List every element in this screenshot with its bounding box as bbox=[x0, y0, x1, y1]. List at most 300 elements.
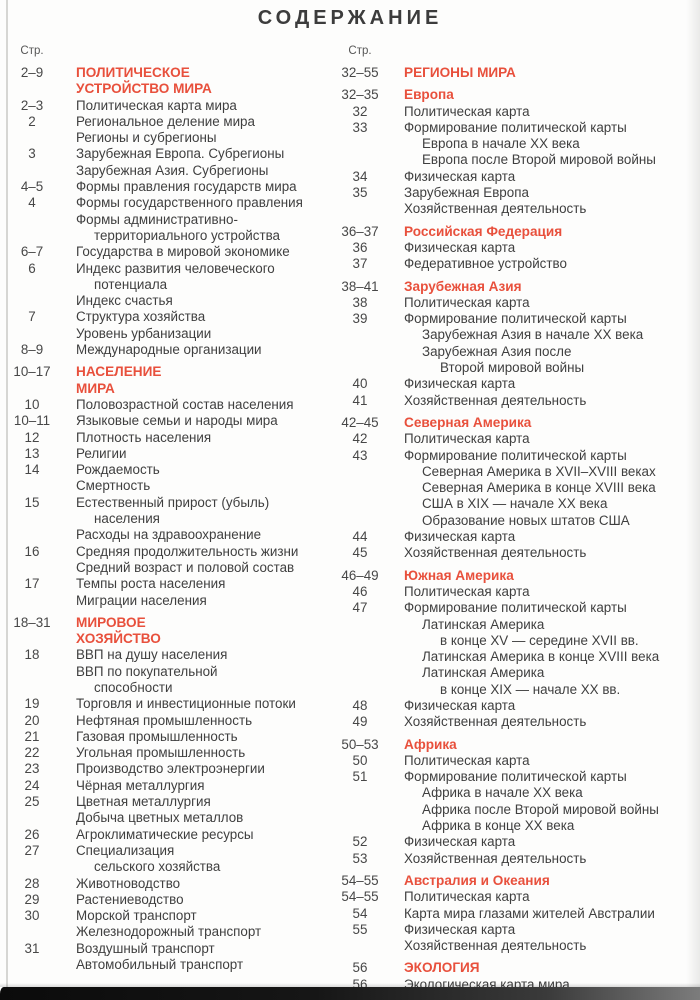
toc-entry bbox=[336, 698, 700, 714]
entry-page-number: 49 bbox=[352, 714, 368, 730]
entry-title: ВВП на душу населения bbox=[76, 647, 228, 663]
entry-title: территориального устройства bbox=[94, 227, 280, 243]
entry-page-number: 30 bbox=[24, 908, 40, 924]
entry-page-number: 28 bbox=[24, 875, 40, 891]
toc-entry bbox=[8, 892, 330, 908]
entry-title: Хозяйственная деятельность bbox=[404, 714, 587, 730]
toc-entry bbox=[8, 179, 330, 195]
toc-entry bbox=[8, 511, 330, 527]
toc-entry bbox=[8, 647, 330, 663]
entry-page-number: 36 bbox=[352, 239, 368, 255]
section-page-range: 54–55 bbox=[341, 872, 379, 888]
toc-entry bbox=[8, 244, 330, 260]
toc-column-right bbox=[330, 43, 700, 993]
entry-page-number: 51 bbox=[352, 769, 368, 785]
page-left-edge bbox=[6, 0, 8, 987]
entry-title: Нефтяная промышленность bbox=[76, 712, 253, 728]
toc-entry bbox=[336, 529, 700, 545]
toc-section-entries bbox=[336, 295, 700, 409]
entry-title: Федеративное устройство bbox=[404, 256, 567, 272]
entry-page-number: 27 bbox=[24, 842, 40, 858]
toc-entry bbox=[8, 761, 330, 777]
entry-title: Естественный прирост (убыль) bbox=[76, 494, 270, 510]
entry-page-number: 14 bbox=[24, 462, 40, 478]
entry-title: Физическая карта bbox=[404, 168, 516, 184]
toc-entry bbox=[8, 593, 330, 609]
toc-entry bbox=[336, 201, 700, 217]
toc-sections-right bbox=[336, 59, 700, 993]
section-page-range: 42–45 bbox=[341, 414, 379, 430]
entry-title: Физическая карта bbox=[404, 529, 516, 545]
toc-entry bbox=[336, 376, 700, 392]
entry-page-number: 3 bbox=[28, 146, 36, 162]
entry-title: в конце XIX — начале XX вв. bbox=[440, 681, 621, 697]
entry-title: Регионы и субрегионы bbox=[76, 130, 217, 146]
entry-page-number: 29 bbox=[24, 891, 40, 907]
toc-entry bbox=[336, 136, 700, 152]
entry-title: Языковые семьи и народы мира bbox=[76, 413, 278, 429]
toc-entry bbox=[336, 753, 700, 769]
entry-page-number: 35 bbox=[352, 185, 368, 201]
toc-entry bbox=[8, 924, 330, 940]
entry-page-number: 55 bbox=[352, 921, 368, 937]
entry-title: Африка после Второй мировой войны bbox=[422, 801, 659, 817]
toc-entry bbox=[336, 649, 700, 665]
entry-title: США в XIX — начале XX века bbox=[422, 496, 608, 512]
section-title bbox=[384, 415, 700, 431]
toc-entry bbox=[8, 876, 330, 892]
section-page-range: 50–53 bbox=[341, 736, 379, 752]
entry-title: Индекс счастья bbox=[76, 293, 173, 309]
toc-section-entries bbox=[336, 431, 700, 561]
toc-section-entries bbox=[336, 889, 700, 954]
section-page-range: 38–41 bbox=[341, 278, 379, 294]
entry-title: Животноводство bbox=[76, 875, 181, 891]
toc-entry bbox=[336, 545, 700, 561]
section-title-line: ХОЗЯЙСТВО bbox=[76, 631, 161, 647]
page-right-edge-shadow bbox=[686, 0, 700, 987]
entry-page-number: 15 bbox=[24, 494, 40, 510]
entry-page-number: 10–11 bbox=[13, 413, 51, 429]
toc-entry bbox=[8, 664, 330, 680]
page-title: СОДЕРЖАНИЕ bbox=[257, 7, 443, 29]
toc-entry bbox=[336, 714, 700, 730]
entry-title: Зарубежная Европа bbox=[404, 185, 529, 201]
toc-entry bbox=[336, 431, 700, 447]
toc-section-header bbox=[336, 224, 700, 240]
toc-section-header bbox=[336, 737, 700, 753]
toc-entry bbox=[336, 600, 700, 616]
section-title bbox=[384, 568, 700, 584]
entry-title: Европа в начале XX века bbox=[422, 136, 580, 152]
entry-title: в конце XV — середине XVII вв. bbox=[440, 632, 639, 648]
toc-column-left bbox=[8, 43, 330, 993]
toc-entry bbox=[8, 446, 330, 462]
entry-page-number: 8–9 bbox=[20, 342, 44, 358]
entry-title: Формирование политической карты bbox=[404, 769, 627, 785]
toc-section-entries bbox=[336, 753, 700, 867]
entry-title: Формы административно- bbox=[76, 211, 238, 227]
entry-title: сельского хозяйства bbox=[94, 859, 221, 875]
entry-title: Плотность населения bbox=[76, 429, 212, 445]
section-page-range: 56 bbox=[352, 960, 368, 976]
toc-entry bbox=[8, 527, 330, 543]
toc-entry bbox=[336, 344, 700, 360]
toc-entry bbox=[8, 957, 330, 973]
toc-entry bbox=[8, 941, 330, 957]
toc-section-header bbox=[336, 87, 700, 103]
entry-title: ВВП по покупательной bbox=[76, 663, 218, 679]
toc-entry bbox=[8, 228, 330, 244]
toc-entry bbox=[8, 114, 330, 130]
toc-section-entries bbox=[336, 104, 700, 218]
section-title-line: УСТРОЙСТВО МИРА bbox=[76, 81, 212, 97]
section-title bbox=[384, 960, 700, 976]
entry-title: Политическая карта bbox=[404, 294, 530, 310]
section-title-line: ЭКОЛОГИЯ bbox=[404, 960, 480, 976]
toc-section-header bbox=[8, 65, 330, 98]
entry-title: Физическая карта bbox=[404, 697, 516, 713]
toc-entry bbox=[8, 560, 330, 576]
toc-section-header bbox=[336, 873, 700, 889]
entry-page-number: 12 bbox=[24, 429, 40, 445]
toc-entry bbox=[8, 544, 330, 560]
toc-entry bbox=[336, 785, 700, 801]
toc-section bbox=[8, 65, 330, 358]
toc-entry bbox=[336, 311, 700, 327]
entry-title: Структура хозяйства bbox=[76, 309, 206, 325]
toc-entry bbox=[8, 495, 330, 511]
entry-page-number: 24 bbox=[24, 777, 40, 793]
entry-title: Железнодорожный транспорт bbox=[76, 924, 262, 940]
toc-entry bbox=[8, 342, 330, 358]
entry-page-number: 34 bbox=[352, 168, 368, 184]
entry-page-number: 20 bbox=[24, 712, 40, 728]
section-title-line: Российская Федерация bbox=[404, 223, 563, 239]
entry-title: способности bbox=[94, 679, 173, 695]
toc-section bbox=[8, 364, 330, 608]
toc-entry bbox=[336, 851, 700, 867]
entry-page-number: 47 bbox=[352, 600, 368, 616]
section-title-line: МИРОВОЕ bbox=[76, 614, 146, 630]
entry-title: Формирование политической карты bbox=[404, 447, 627, 463]
section-title bbox=[384, 873, 700, 889]
toc-entry bbox=[336, 889, 700, 905]
toc-section-header bbox=[8, 615, 330, 648]
entry-title: Хозяйственная деятельность bbox=[404, 850, 587, 866]
entry-title: Растениеводство bbox=[76, 891, 184, 907]
entry-page-number: 37 bbox=[352, 256, 368, 272]
section-page-range: 2–9 bbox=[20, 65, 44, 80]
entry-title: Расходы на здравоохранение bbox=[76, 527, 262, 543]
entry-title: Политическая карта bbox=[404, 583, 530, 599]
entry-title: Формирование политической карты bbox=[404, 600, 627, 616]
toc-entry bbox=[336, 496, 700, 512]
entry-title: Африка в начале XX века bbox=[422, 785, 583, 801]
toc-section bbox=[8, 615, 330, 974]
toc-entry bbox=[336, 185, 700, 201]
toc-entry bbox=[336, 682, 700, 698]
section-title-line: Европа bbox=[404, 87, 454, 103]
entry-title: Политическая карта bbox=[404, 431, 530, 447]
entry-title: Физическая карта bbox=[404, 239, 516, 255]
entry-title: Формы государственного правления bbox=[76, 195, 303, 211]
toc-section bbox=[336, 65, 700, 81]
section-title bbox=[56, 615, 330, 648]
section-page-range: 10–17 bbox=[13, 364, 51, 380]
entry-page-number: 33 bbox=[352, 119, 368, 135]
entry-title: Торговля и инвестиционные потоки bbox=[76, 696, 296, 712]
entry-title: Воздушный транспорт bbox=[76, 940, 215, 956]
entry-title: Зарубежная Европа. Субрегионы bbox=[76, 146, 285, 162]
entry-title: Региональное деление мира bbox=[76, 113, 255, 129]
entry-page-number: 22 bbox=[24, 745, 40, 761]
entry-title: Уровень урбанизации bbox=[76, 325, 212, 341]
toc-entry bbox=[8, 146, 330, 162]
toc-entry bbox=[336, 169, 700, 185]
section-title-line: МИРА bbox=[76, 380, 115, 396]
toc-entry bbox=[8, 462, 330, 478]
entry-title: Политическая карта bbox=[404, 103, 530, 119]
entry-page-number: 2 bbox=[28, 113, 36, 129]
section-title-line: Северная Америка bbox=[404, 414, 532, 430]
toc-section bbox=[336, 737, 700, 867]
section-page-range: 32–35 bbox=[341, 87, 379, 103]
entry-title: Газовая промышленность bbox=[76, 728, 238, 744]
section-title-line: ПОЛИТИЧЕСКОЕ bbox=[76, 65, 190, 80]
section-title bbox=[384, 65, 700, 81]
entry-title: Политическая карта bbox=[404, 752, 530, 768]
toc-entry bbox=[336, 834, 700, 850]
toc-sections-left bbox=[8, 59, 330, 973]
toc-entry bbox=[336, 818, 700, 834]
entry-title: потенциала bbox=[94, 276, 168, 292]
entry-page-number: 2–3 bbox=[20, 97, 44, 113]
entry-page-number: 7 bbox=[28, 309, 36, 325]
toc-entry bbox=[336, 802, 700, 818]
entry-title: Зарубежная Азия. Субрегионы bbox=[76, 162, 269, 178]
entry-page-number: 54–55 bbox=[341, 889, 379, 905]
entry-page-number: 41 bbox=[352, 392, 368, 408]
entry-page-number: 10 bbox=[24, 396, 40, 412]
toc-entry bbox=[336, 906, 700, 922]
toc-entry bbox=[336, 584, 700, 600]
entry-title: Образование новых штатов США bbox=[422, 512, 630, 528]
entry-title: Средняя продолжительность жизни bbox=[76, 543, 299, 559]
toc-section-header bbox=[336, 415, 700, 431]
entry-title: Агроклиматические ресурсы bbox=[76, 826, 254, 842]
toc-entry bbox=[336, 665, 700, 681]
entry-title: Зарубежная Азия после bbox=[422, 343, 572, 359]
section-title bbox=[384, 87, 700, 103]
toc-entry bbox=[8, 212, 330, 228]
entry-title: Латинская Америка bbox=[422, 665, 545, 681]
page-column-label-right: Стр. bbox=[348, 45, 372, 57]
entry-page-number: 26 bbox=[24, 826, 40, 842]
toc-section bbox=[336, 873, 700, 954]
toc-entry bbox=[8, 680, 330, 696]
toc-entry bbox=[336, 617, 700, 633]
section-page-range: 36–37 bbox=[341, 223, 379, 239]
entry-title: Цветная металлургия bbox=[76, 794, 211, 810]
toc-entry bbox=[8, 397, 330, 413]
entry-page-number: 50 bbox=[352, 752, 368, 768]
toc-entry bbox=[336, 922, 700, 938]
entry-title: Средний возраст и половой состав bbox=[76, 559, 295, 575]
toc-entry bbox=[8, 778, 330, 794]
entry-title: Миграции населения bbox=[76, 592, 207, 608]
page-bottom-edge bbox=[0, 987, 700, 1000]
entry-page-number: 6 bbox=[28, 260, 36, 276]
entry-title: Добыча цветных металлов bbox=[76, 810, 244, 826]
entry-title: Смертность bbox=[76, 478, 151, 494]
entry-page-number: 40 bbox=[352, 376, 368, 392]
toc-entry bbox=[8, 576, 330, 592]
entry-title: Физическая карта bbox=[404, 376, 516, 392]
toc-entry bbox=[8, 277, 330, 293]
toc-columns bbox=[0, 43, 700, 993]
entry-title: Второй мировой войны bbox=[440, 360, 585, 376]
entry-title: Политическая карта мира bbox=[76, 97, 237, 113]
entry-title: Чёрная металлургия bbox=[76, 777, 205, 793]
entry-title: Карта мира глазами жителей Австралии bbox=[404, 905, 655, 921]
entry-title: Африка в конце XX века bbox=[422, 818, 575, 834]
toc-section-entries bbox=[336, 584, 700, 731]
toc-entry bbox=[8, 827, 330, 843]
entry-page-number: 17 bbox=[24, 576, 40, 592]
toc-entry bbox=[8, 326, 330, 342]
toc-entry bbox=[8, 130, 330, 146]
toc-entry bbox=[8, 413, 330, 429]
entry-title: Физическая карта bbox=[404, 834, 516, 850]
toc-entry bbox=[336, 295, 700, 311]
entry-title: Формирование политической карты bbox=[404, 311, 627, 327]
entry-page-number: 23 bbox=[24, 761, 40, 777]
toc-entry bbox=[336, 480, 700, 496]
entry-title: Хозяйственная деятельность bbox=[404, 545, 587, 561]
entry-title: населения bbox=[94, 511, 160, 527]
toc-entry bbox=[8, 859, 330, 875]
entry-page-number: 13 bbox=[24, 445, 40, 461]
entry-page-number: 31 bbox=[24, 940, 40, 956]
toc-entry bbox=[336, 327, 700, 343]
entry-title: Производство электроэнергии bbox=[76, 761, 265, 777]
toc-entry bbox=[336, 104, 700, 120]
entry-page-number: 25 bbox=[24, 794, 40, 810]
toc-entry bbox=[336, 360, 700, 376]
toc-entry bbox=[8, 98, 330, 114]
toc-entry bbox=[8, 810, 330, 826]
entry-page-number: 16 bbox=[24, 543, 40, 559]
toc-entry bbox=[8, 163, 330, 179]
entry-title: Автомобильный транспорт bbox=[76, 957, 244, 973]
section-page-range: 18–31 bbox=[13, 614, 51, 630]
entry-page-number: 39 bbox=[352, 311, 368, 327]
toc-entry bbox=[8, 261, 330, 277]
entry-title: Северная Америка в конце XVIII века bbox=[422, 480, 656, 496]
toc-entry bbox=[336, 464, 700, 480]
entry-title: Северная Америка в XVII–XVIII веках bbox=[422, 463, 656, 479]
page-column-label-left: Стр. bbox=[20, 45, 44, 57]
entry-page-number: 54 bbox=[352, 905, 368, 921]
entry-page-number: 38 bbox=[352, 294, 368, 310]
entry-title: Зарубежная Азия в начале XX века bbox=[422, 327, 644, 343]
toc-entry bbox=[336, 513, 700, 529]
section-title-line: Австралия и Океания bbox=[404, 872, 550, 888]
section-title-line: Зарубежная Азия bbox=[404, 278, 522, 294]
toc-entry bbox=[8, 843, 330, 859]
entry-page-number: 53 bbox=[352, 850, 368, 866]
entry-title: Рождаемость bbox=[76, 462, 160, 478]
section-title-line: Южная Америка bbox=[404, 567, 514, 583]
entry-title: Латинская Америка в конце XVIII века bbox=[422, 649, 660, 665]
entry-title: Формы правления государств мира bbox=[76, 179, 297, 195]
entry-title: Религии bbox=[76, 445, 127, 461]
entry-title: Темпы роста населения bbox=[76, 576, 226, 592]
entry-title: Хозяйственная деятельность bbox=[404, 938, 587, 954]
toc-entry bbox=[336, 256, 700, 272]
toc-section-header bbox=[336, 65, 700, 81]
toc-entry bbox=[8, 696, 330, 712]
toc-section-entries bbox=[8, 647, 330, 973]
entry-title: Политическая карта bbox=[404, 889, 530, 905]
toc-section bbox=[336, 279, 700, 409]
entry-title: Хозяйственная деятельность bbox=[404, 201, 587, 217]
toc-entry bbox=[336, 938, 700, 954]
toc-entry bbox=[336, 120, 700, 136]
entry-title: Хозяйственная деятельность bbox=[404, 392, 587, 408]
entry-page-number: 32 bbox=[352, 103, 368, 119]
toc-entry bbox=[8, 478, 330, 494]
entry-page-number: 21 bbox=[24, 728, 40, 744]
entry-title: Физическая карта bbox=[404, 921, 516, 937]
toc-entry bbox=[336, 152, 700, 168]
section-title-line: Африка bbox=[404, 736, 457, 752]
toc-section-header bbox=[336, 279, 700, 295]
toc-section bbox=[336, 87, 700, 217]
section-title-line: НАСЕЛЕНИЕ bbox=[76, 364, 162, 380]
section-title bbox=[384, 737, 700, 753]
entry-page-number: 4 bbox=[28, 195, 36, 211]
toc-section bbox=[336, 568, 700, 731]
entry-page-number: 18 bbox=[24, 647, 40, 663]
toc-entry bbox=[8, 713, 330, 729]
entry-page-number: 4–5 bbox=[20, 179, 44, 195]
toc-entry bbox=[336, 769, 700, 785]
entry-page-number: 45 bbox=[352, 545, 368, 561]
entry-page-number: 42 bbox=[352, 431, 368, 447]
toc-section-header bbox=[336, 960, 700, 976]
entry-page-number: 19 bbox=[24, 696, 40, 712]
section-title bbox=[384, 224, 700, 240]
section-title bbox=[56, 65, 330, 98]
toc-section bbox=[336, 415, 700, 562]
entry-title: Индекс развития человеческого bbox=[76, 260, 275, 276]
section-page-range: 46–49 bbox=[341, 567, 379, 583]
toc-entry bbox=[8, 430, 330, 446]
section-title bbox=[384, 279, 700, 295]
entry-title: Морской транспорт bbox=[76, 908, 197, 924]
toc-section bbox=[336, 224, 700, 273]
entry-title: Международные организации bbox=[76, 342, 262, 358]
entry-page-number: 52 bbox=[352, 834, 368, 850]
toc-entry bbox=[8, 195, 330, 211]
entry-title: Специализация bbox=[76, 842, 175, 858]
toc-section-header bbox=[8, 364, 330, 397]
toc-section-entries bbox=[8, 98, 330, 359]
entry-page-number: 44 bbox=[352, 529, 368, 545]
entry-page-number: 43 bbox=[352, 447, 368, 463]
